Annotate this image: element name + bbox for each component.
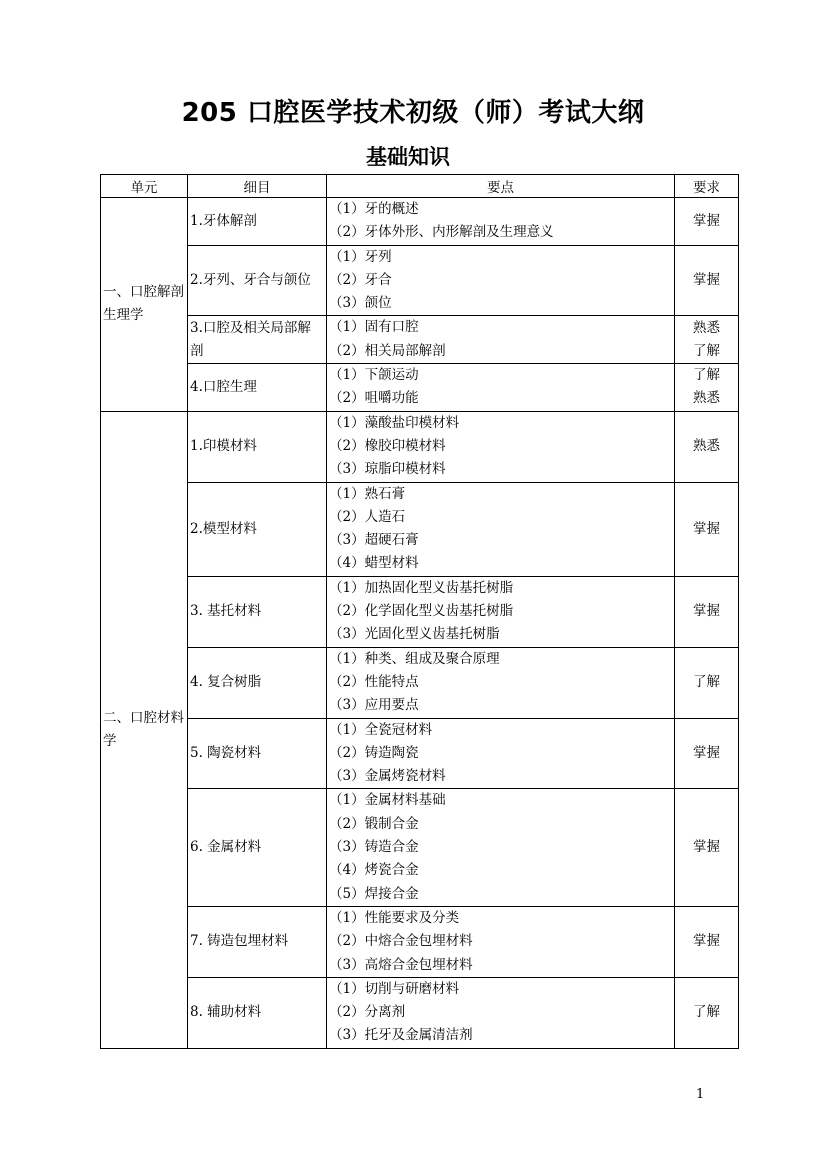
point-line: （1）性能要求及分类 xyxy=(329,909,460,926)
point-line: （5）焊接合金 xyxy=(329,885,419,902)
table-header-row xyxy=(101,175,739,198)
page-title: 205 口腔医学技术初级（师）考试大纲 xyxy=(181,98,645,128)
requirement-cell xyxy=(675,789,739,906)
point-line: （1）牙的概述 xyxy=(329,201,419,217)
requirement-cell xyxy=(675,364,739,412)
point-line: （2）性能特点 xyxy=(329,673,419,690)
table-row xyxy=(101,364,739,412)
requirement-level: 熟悉 xyxy=(693,319,720,336)
points-cell xyxy=(327,647,675,718)
point-line: （1）切削与研磨材料 xyxy=(329,980,460,997)
point-line: （3）铸造合金 xyxy=(329,839,419,856)
table-row xyxy=(101,789,739,906)
point-line: （2）人造石 xyxy=(329,508,406,525)
table-body xyxy=(101,198,739,1049)
table-row xyxy=(101,245,739,316)
requirement-level: 了解 xyxy=(693,367,720,384)
point-line: （1）加热固化型义齿基托树脂 xyxy=(329,579,514,596)
item-cell: 8. 辅助材料 xyxy=(188,977,327,1048)
table-row xyxy=(101,906,739,977)
item-cell: 2.模型材料 xyxy=(188,482,327,576)
point-line: （3）应用要点 xyxy=(329,697,419,714)
table-row xyxy=(101,576,739,647)
points-cell xyxy=(327,789,675,906)
point-line: （1）熟石膏 xyxy=(329,485,406,502)
table-row xyxy=(101,316,739,364)
requirement-level: 熟悉 xyxy=(693,390,720,407)
requirement-cell xyxy=(675,198,739,246)
requirement-level: 掌握 xyxy=(693,520,720,537)
point-line: （2）中熔合金包埋材料 xyxy=(329,933,473,950)
point-line: （2）化学固化型义齿基托树脂 xyxy=(329,603,514,620)
point-line: （1）藻酸盐印模材料 xyxy=(329,414,460,431)
point-line: （1）牙列 xyxy=(329,248,392,265)
point-line: （1）下颌运动 xyxy=(329,367,419,384)
point-line: （4）蜡型材料 xyxy=(329,555,419,572)
requirement-cell xyxy=(675,718,739,789)
table-row xyxy=(101,647,739,718)
requirement-level: 了解 xyxy=(693,1004,720,1021)
table-row xyxy=(101,482,739,576)
point-line: （2）牙体外形、内形解剖及生理意义 xyxy=(329,224,554,241)
point-line: （4）烤瓷合金 xyxy=(329,862,419,879)
header-requirement: 要求 xyxy=(675,175,739,198)
point-line: （1）固有口腔 xyxy=(329,319,419,336)
point-line: （3）超硬石膏 xyxy=(329,532,419,549)
item-cell: 1.印模材料 xyxy=(188,411,327,482)
header-unit: 单元 xyxy=(101,175,188,198)
point-line: （2）锻制合金 xyxy=(329,815,419,832)
table-row xyxy=(101,977,739,1048)
item-cell: 4.口腔生理 xyxy=(188,364,327,412)
item-cell: 3.口腔及相关局部解剖 xyxy=(188,316,327,364)
requirement-level: 掌握 xyxy=(693,744,720,761)
point-line: （3）托牙及金属清洁剂 xyxy=(329,1027,473,1044)
point-line: （1）种类、组成及聚合原理 xyxy=(329,650,500,667)
item-cell: 5. 陶瓷材料 xyxy=(188,718,327,789)
syllabus-table xyxy=(100,174,739,1049)
requirement-cell xyxy=(675,647,739,718)
requirement-level: 掌握 xyxy=(693,839,720,856)
section-subtitle: 基础知识 xyxy=(366,145,450,169)
item-cell: 3. 基托材料 xyxy=(188,576,327,647)
point-line: （2）相关局部解剖 xyxy=(329,342,446,359)
points-cell xyxy=(327,198,675,246)
item-cell: 4. 复合树脂 xyxy=(188,647,327,718)
item-cell: 2.牙列、牙合与颌位 xyxy=(188,245,327,316)
requirement-cell xyxy=(675,411,739,482)
requirement-level: 掌握 xyxy=(693,933,720,950)
unit-cell: 一、口腔解剖生理学 xyxy=(101,198,188,412)
unit-cell: 二、口腔材料学 xyxy=(101,411,188,1048)
requirement-cell xyxy=(675,977,739,1048)
points-cell xyxy=(327,906,675,977)
item-cell: 7. 铸造包埋材料 xyxy=(188,906,327,977)
points-cell xyxy=(327,718,675,789)
point-line: （1）金属材料基础 xyxy=(329,792,446,809)
point-line: （3）琼脂印模材料 xyxy=(329,461,446,478)
point-line: （3）金属烤瓷材料 xyxy=(329,768,446,785)
requirement-cell xyxy=(675,245,739,316)
points-cell xyxy=(327,482,675,576)
point-line: （2）咀嚼功能 xyxy=(329,390,419,407)
requirement-level: 掌握 xyxy=(693,603,720,620)
table-row xyxy=(101,198,739,246)
point-line: （2）分离剂 xyxy=(329,1004,406,1021)
page-number: 1 xyxy=(696,1087,705,1102)
requirement-level: 掌握 xyxy=(693,272,720,289)
points-cell xyxy=(327,364,675,412)
points-cell xyxy=(327,576,675,647)
points-cell xyxy=(327,977,675,1048)
table-row xyxy=(101,411,739,482)
point-line: （2）牙合 xyxy=(329,271,392,288)
header-points: 要点 xyxy=(327,175,675,198)
point-line: （3）高熔合金包埋材料 xyxy=(329,956,473,973)
requirement-cell xyxy=(675,906,739,977)
point-line: （2）铸造陶瓷 xyxy=(329,744,419,761)
requirement-level: 熟悉 xyxy=(693,438,720,455)
item-cell: 1.牙体解剖 xyxy=(188,198,327,246)
points-cell xyxy=(327,411,675,482)
point-line: （1）全瓷冠材料 xyxy=(329,721,433,738)
requirement-level: 了解 xyxy=(693,342,720,359)
requirement-cell xyxy=(675,482,739,576)
point-line: （2）橡胶印模材料 xyxy=(329,437,446,454)
table-row xyxy=(101,718,739,789)
points-cell xyxy=(327,316,675,364)
requirement-cell xyxy=(675,316,739,364)
point-line: （3）光固化型义齿基托树脂 xyxy=(329,626,500,643)
requirement-cell xyxy=(675,576,739,647)
item-cell: 6. 金属材料 xyxy=(188,789,327,906)
header-item: 细目 xyxy=(188,175,327,198)
requirement-level: 了解 xyxy=(693,674,720,691)
points-cell xyxy=(327,245,675,316)
requirement-level: 掌握 xyxy=(693,212,720,229)
point-line: （3）颌位 xyxy=(329,295,392,312)
